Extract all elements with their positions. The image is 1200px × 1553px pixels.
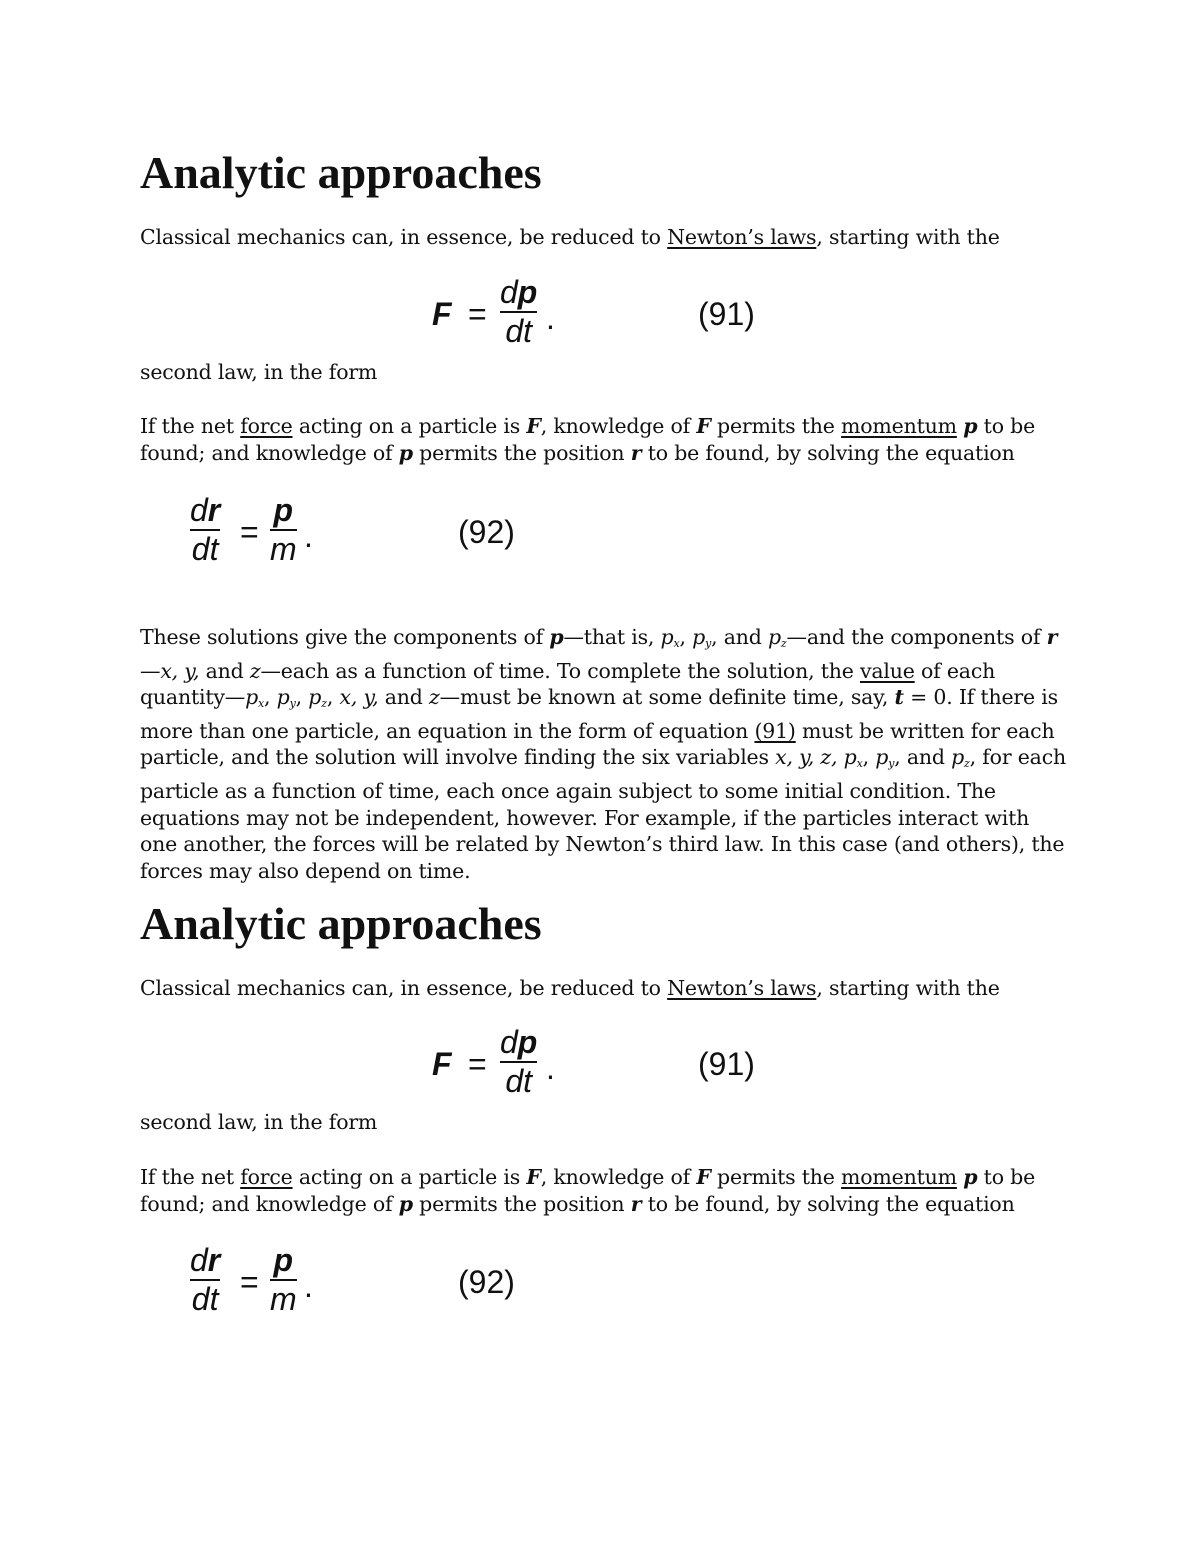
intro-text: Classical mechanics can, in essence, be reduced to	[140, 225, 668, 249]
section-heading: Analytic approaches	[140, 147, 542, 198]
eq-dot: .	[304, 518, 313, 554]
intro-paragraph	[140, 224, 1070, 251]
section-heading: Analytic approaches	[140, 898, 542, 949]
value-link[interactable]: value	[860, 658, 915, 683]
eq-numerator: dp	[500, 274, 538, 310]
newtons-laws-link[interactable]: Newton’s laws	[667, 976, 817, 1000]
eq-91-label: (91)	[698, 1046, 755, 1082]
equation-92	[188, 492, 528, 572]
eq-denominator: m	[270, 1281, 297, 1317]
eq-denominator: dt	[505, 1063, 533, 1099]
eq-equals: =	[240, 1264, 259, 1300]
eq-dot: .	[546, 1050, 555, 1086]
force-paragraph: If the net force acting on a particle is F, knowledge of F permits the momentum p to be found; and knowledge of p permits the position r to be found, by solving the equation	[140, 414, 1036, 465]
eq-dot: .	[546, 300, 555, 336]
eq-92-label: (92)	[458, 514, 515, 550]
eq-fraction-dr-dt	[190, 494, 220, 565]
eq-denominator: m	[270, 531, 297, 567]
eq-fraction-dp-dt	[500, 276, 537, 347]
intro-text-end: , starting with the	[816, 225, 1000, 249]
momentum-link[interactable]: momentum	[841, 1165, 957, 1189]
eq-92-label: (92)	[458, 1264, 515, 1300]
newtons-laws-link[interactable]: Newton’s laws	[667, 225, 817, 249]
eq-numerator: dr	[190, 492, 221, 528]
equation-91	[430, 274, 770, 354]
eq-fraction-p-m	[270, 494, 297, 565]
force-link[interactable]: force	[240, 414, 293, 438]
eq-denominator: dt	[191, 531, 219, 567]
intro-paragraph	[140, 975, 1070, 1002]
eq-denominator: dt	[191, 1281, 219, 1317]
intro-text: Classical mechanics can, in essence, be reduced to	[140, 976, 668, 1000]
eq-91-label: (91)	[698, 296, 755, 332]
equation-92	[188, 1242, 528, 1322]
eq-equals: =	[240, 514, 259, 550]
eq-fraction-dr-dt	[190, 1244, 220, 1315]
eq-numerator: dp	[500, 1024, 538, 1060]
eq-equals: =	[468, 296, 487, 332]
eq-fraction-p-m	[270, 1244, 297, 1315]
eq-F: F	[432, 296, 452, 332]
eq-numerator: p	[273, 492, 294, 528]
eq-denominator: dt	[505, 313, 533, 349]
equation-91-reference-link[interactable]: (91)	[754, 718, 796, 743]
second-law-text: second law, in the form	[140, 360, 378, 384]
eq-equals: =	[468, 1046, 487, 1082]
eq-numerator: dr	[190, 1242, 221, 1278]
components-paragraph: These solutions give the components of p—that is, $p_x$, $p_y$, and $p_z—and$ the components of r—x, y, and z—each as a function of time. To complete the solution, the value of each $quantity—p_x$, $p_y$, $p_z$, x, y, and z—must be known at some definite time, say, t = 0. If there is more than one particle, an equation in the form of equation (91) must be written for each particle, and the solution will involve finding the six variables x, y, z, $p_x$, $p_y$, and $p_z$, for each particle as a function of time, each once again subject to some initial condition. The equations may not be independent, however. For example, if the particles interact with one another, the forces will be related by Newton’s third law. In this case (and others), the forces may also depend on time.	[140, 625, 1066, 883]
intro-text-end: , starting with the	[816, 976, 1000, 1000]
momentum-link[interactable]: momentum	[841, 414, 957, 438]
force-link[interactable]: force	[240, 1165, 293, 1189]
eq-dot: .	[304, 1268, 313, 1304]
force-paragraph: If the net force acting on a particle is F, knowledge of F permits the momentum p to be found; and knowledge of p permits the position r to be found, by solving the equation	[140, 1165, 1036, 1216]
equation-91	[430, 1024, 770, 1104]
second-law-text: second law, in the form	[140, 1110, 378, 1134]
eq-fraction-dp-dt	[500, 1026, 537, 1097]
eq-F: F	[432, 1046, 452, 1082]
eq-numerator: p	[273, 1242, 294, 1278]
